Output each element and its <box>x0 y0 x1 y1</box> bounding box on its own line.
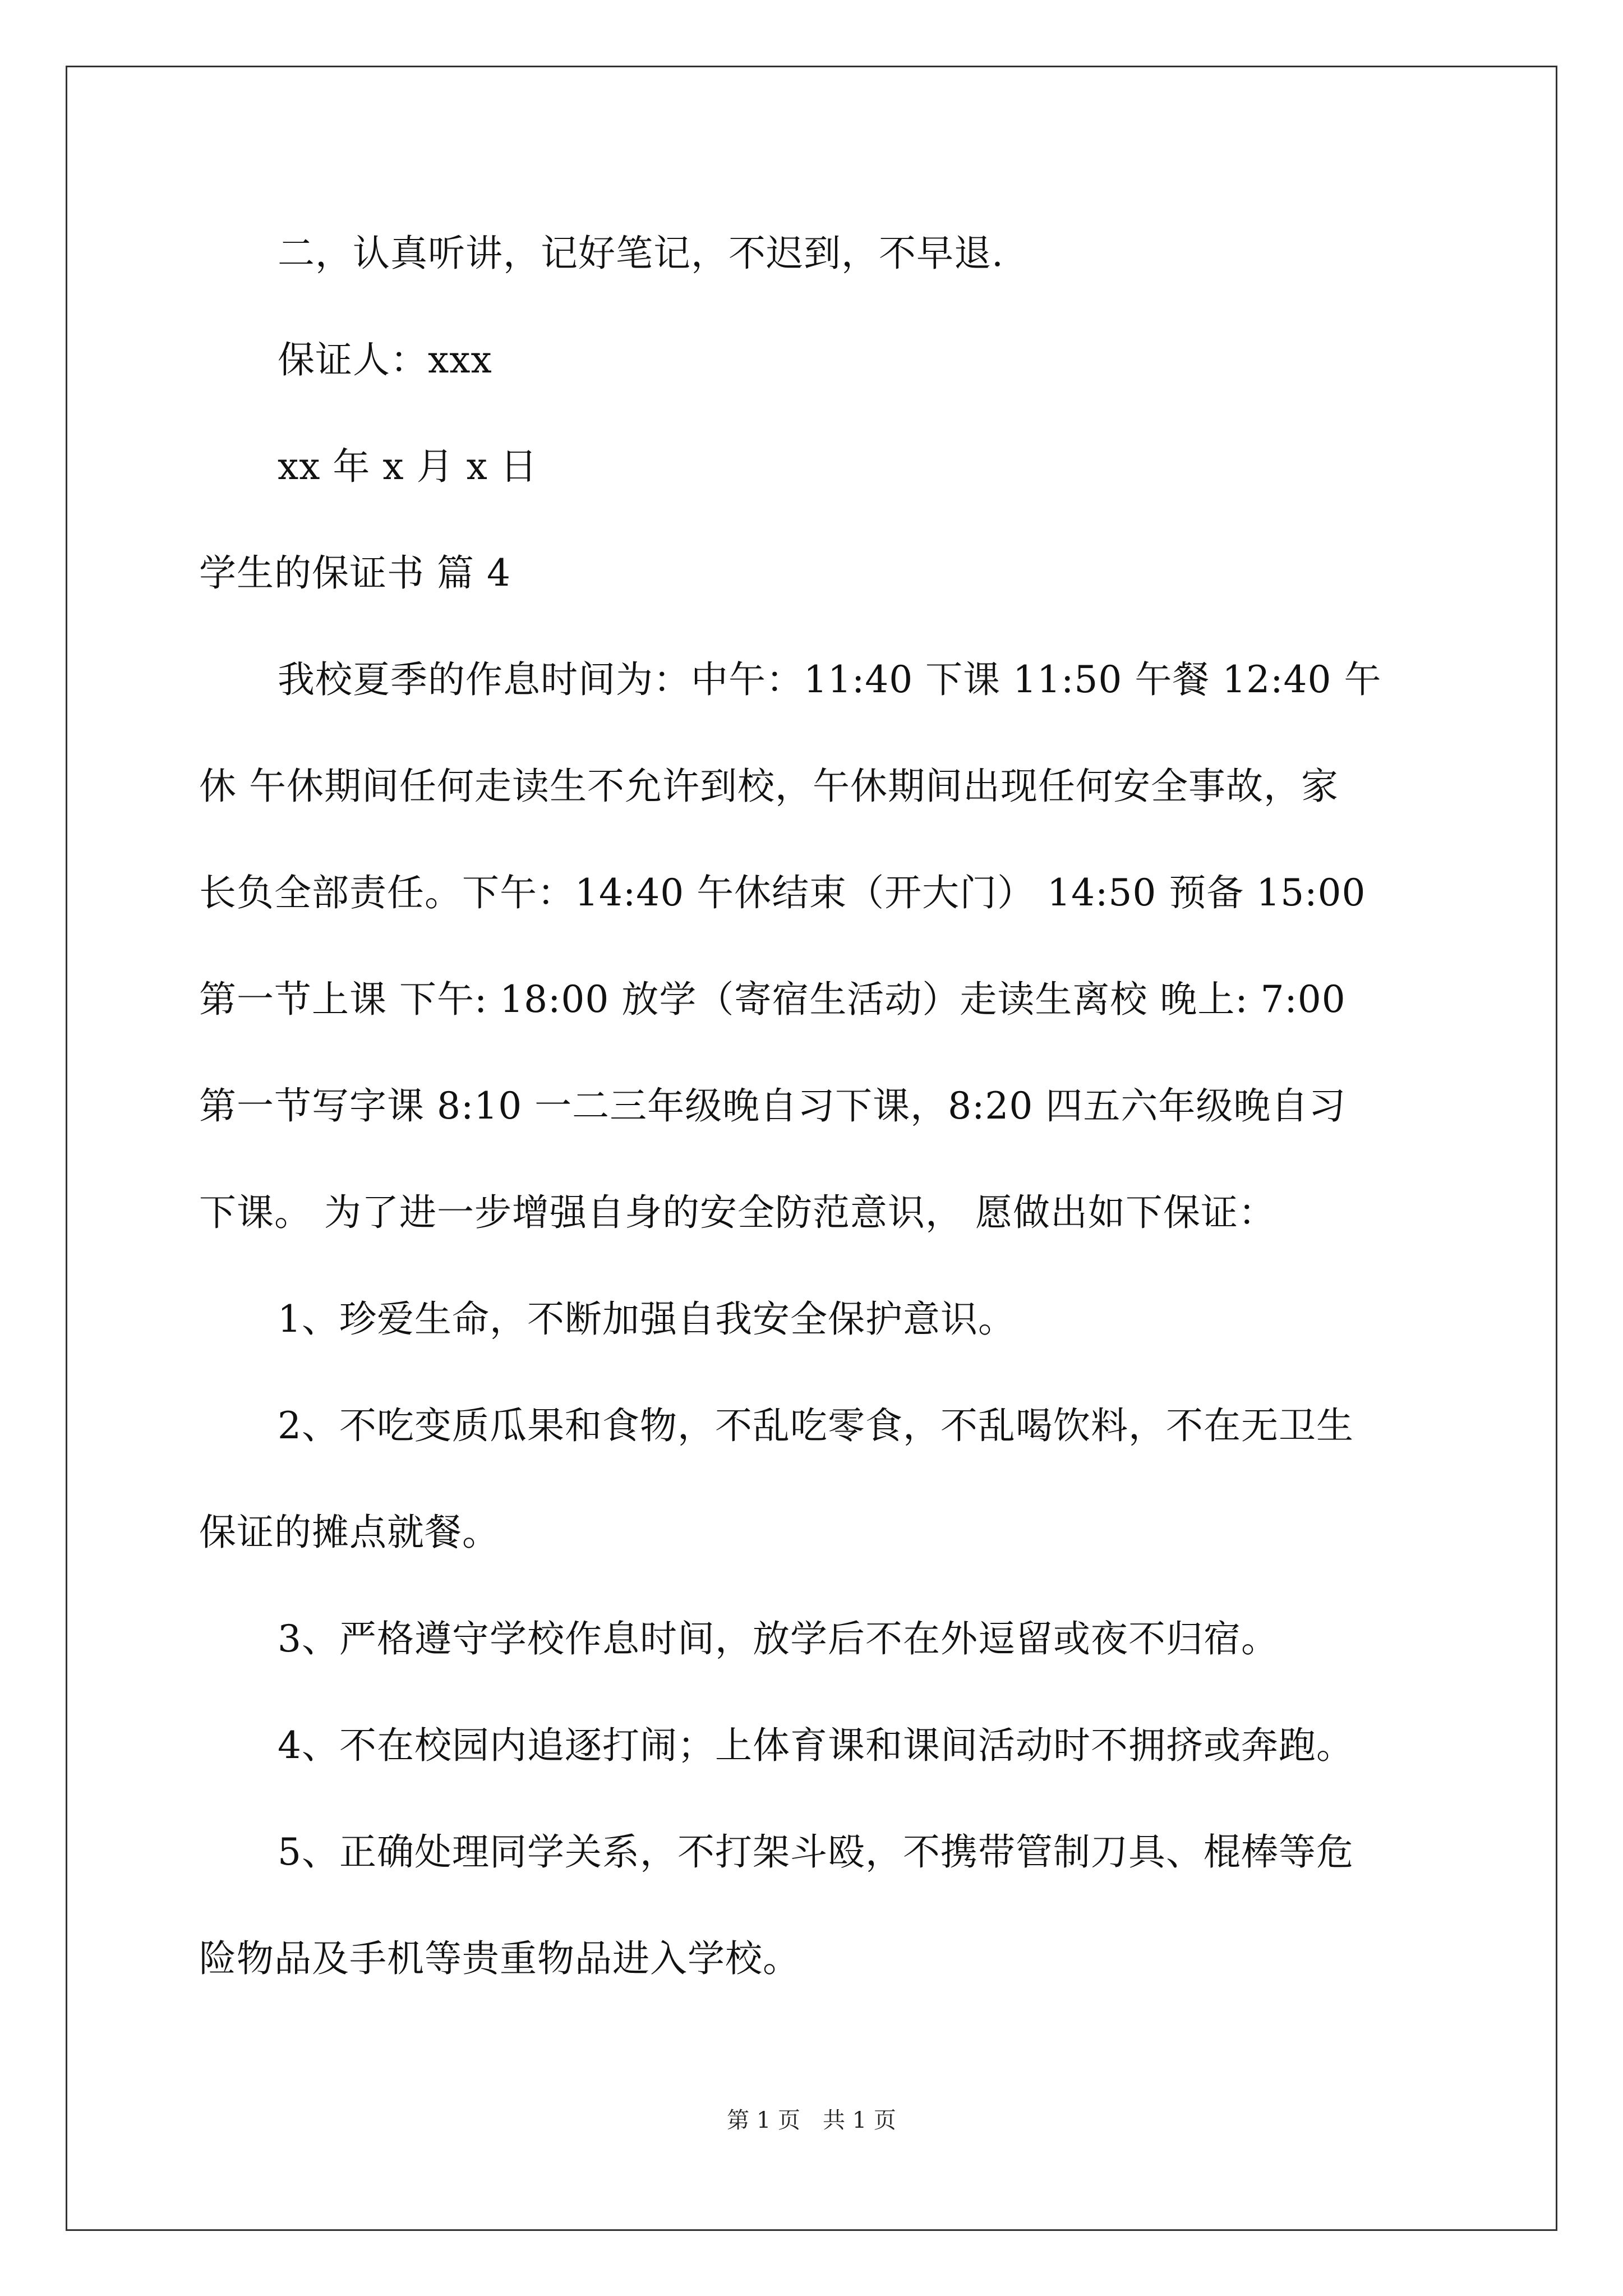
date-line: xx 年 x 月 x 日 <box>278 445 538 488</box>
pledge-item-4: 4、不在校园内追逐打闹；上体育课和课间活动时不拥挤或奔跑。 <box>278 1724 1354 1767</box>
pledge-item-1: 1、珍爱生命，不断加强自我安全保护意识。 <box>278 1297 1016 1341</box>
text-line-9: 第一节写字课 8:10 一二三年级晚自习下课，8:20 四五六年级晚自习 <box>199 1084 1347 1128</box>
text-line-6: 休 午休期间任何走读生不允许到校，午休期间出现任何安全事故，家 <box>199 765 1339 808</box>
text-line-10: 下课。 为了进一步增强自身的安全防范意识， 愿做出如下保证： <box>199 1191 1276 1234</box>
pledge-item-3: 3、严格遵守学校作息时间，放学后不在外逗留或夜不归宿。 <box>278 1617 1279 1660</box>
guarantor-line: 保证人：xxx <box>278 338 492 381</box>
text-line-1: 二，认真听讲，记好笔记，不迟到，不早退. <box>278 232 1004 275</box>
pledge-item-5: 5、正确处理同学关系，不打架斗殴，不携带管制刀具、棍棒等危 <box>278 1830 1354 1874</box>
page-footer: 第 1 页 共 1 页 <box>727 2108 896 2133</box>
text-line-8: 第一节上课 下午: 18:00 放学（寄宿生活动）走读生离校 晚上: 7:00 <box>199 978 1346 1021</box>
page-border <box>66 66 1557 2231</box>
text-line-7: 长负全部责任。下午：14:40 午休结束（开大门） 14:50 预备 15:00 <box>199 871 1366 914</box>
text-line-5: 我校夏季的作息时间为：中午：11:40 下课 11:50 午餐 12:40 午 <box>278 658 1382 701</box>
pledge-item-2-cont: 保证的摊点就餐。 <box>199 1511 500 1554</box>
pledge-item-5-cont: 险物品及手机等贵重物品进入学校。 <box>199 1937 800 1980</box>
section-heading: 学生的保证书 篇 4 <box>199 551 511 595</box>
pledge-item-2: 2、不吃变质瓜果和食物，不乱吃零食，不乱喝饮料，不在无卫生 <box>278 1404 1354 1447</box>
